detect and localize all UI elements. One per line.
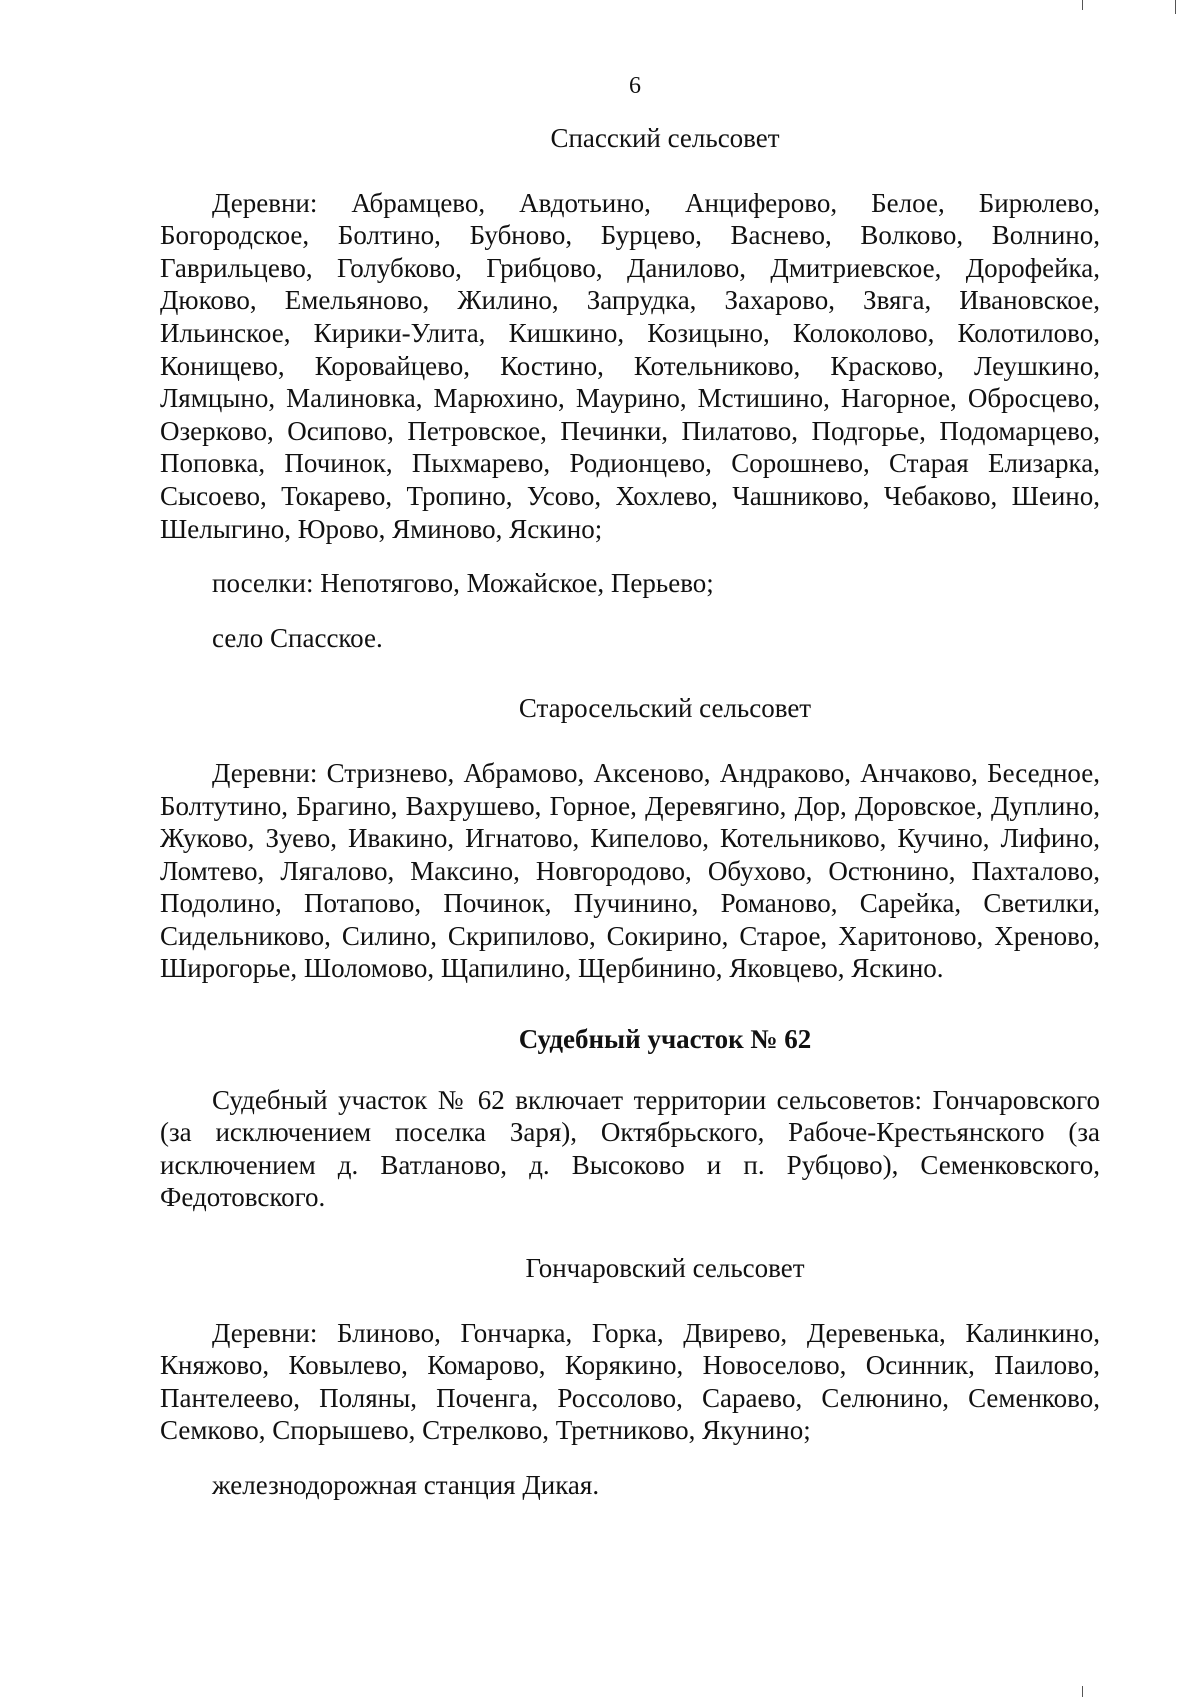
paragraph-staroselsky-villages: Деревни: Стризнево, Абрамово, Аксеново, Андраково, Анчаково, Беседное, Болтутино, Брагино, Вахрушево, Горное, Деревягино, Дор, Доровское, Дуплино, Жуково, Зуево, Ивакино, Игнатово, Кипелово, Котельниково, Кучино, Лифино, Ломтево, Лягалово, Максино, Новгородово, Обухово, Остюнино, Пахталово, Подолино, Потапово, Починок, Пучинино, Романово, Сарейка, Светилки, Сидельниково, Силино, Скрипилово, Сокирино, Старое, Харитоново, Хреново, Широгорье, Шоломово, Щапилино, Щербинино, Яковцево, Яскино. — [160, 757, 1100, 984]
paragraph-spassky-settlements: поселки: Непотягово, Можайское, Перьево; — [212, 568, 714, 599]
document-body — [160, 122, 1100, 1502]
scan-edge-mark-bottom — [1082, 1686, 1083, 1697]
paragraph-spassky-selo: село Спасское. — [212, 622, 383, 653]
section-heading-staroselsky: Старосельский сельсовет — [518, 693, 812, 724]
scan-edge-mark-top-2 — [1175, 0, 1176, 14]
section-heading-spassky: Спасский сельсовет — [550, 123, 780, 153]
paragraph-goncharovsky-station: железнодорожная станция Дикая. — [212, 1470, 600, 1500]
scan-edge-mark-top — [1082, 0, 1083, 10]
section-heading-district-62: Судебный участок № 62 — [518, 1024, 812, 1055]
paragraph-district-62: Судебный участок № 62 включает территории сельсоветов: Гончаровского (за исключением поселка Заря), Октябрьского, Рабоче-Крестьянского (за исключением д. Ватланово, д. Высоково и п. Рубцово), Семенковского, Федотовского. — [160, 1084, 1100, 1213]
paragraph-goncharovsky-villages: Деревни: Блиново, Гончарка, Горка, Двирево, Деревенька, Калинкино, Княжово, Ковылево, Комарово, Корякино, Новоселово, Осинник, Паилово, Пантелеево, Поляны, Поченга, Россолово, Сараево, Селюнино, Семенково, Семково, Спорышево, Стрелково, Третниково, Якунино; — [160, 1317, 1100, 1446]
paragraph-spassky-villages: Деревни: Абрамцево, Авдотьино, Анциферово, Белое, Бирюлево, Богородское, Болтино, Бубново, Бурцево, Васнево, Волково, Волнино, Гаврильцево, Голубково, Грибцово, Данилово, Дмитриевское, Дорофейка, Дюково, Емельяново, Жилино, Запрудка, Захарово, Звяга, Ивановское, Ильинское, Кирики-Улита, Кишкино, Козицыно, Колоколово, Колотилово, Конищево, Коровайцево, Костино, Котельниково, Красково, Леушкино, Лямцыно, Малиновка, Марюхино, Маурино, Мстишино, Нагорное, Обросцево, Озерково, Осипово, Петровское, Печинки, Пилатово, Подгорье, Подомарцево, Поповка, Починок, Пыхмарево, Родионцево, Сорошнево, Старая Елизарка, Сысоево, Токарево, Тропино, Усово, Хохлево, Чашниково, Чебаково, Шеино, Шелыгино, Юрово, Яминово, Яскино; — [160, 187, 1100, 544]
page-number: 6 — [629, 73, 641, 99]
section-heading-goncharovsky: Гончаровский сельсовет — [525, 1253, 805, 1284]
